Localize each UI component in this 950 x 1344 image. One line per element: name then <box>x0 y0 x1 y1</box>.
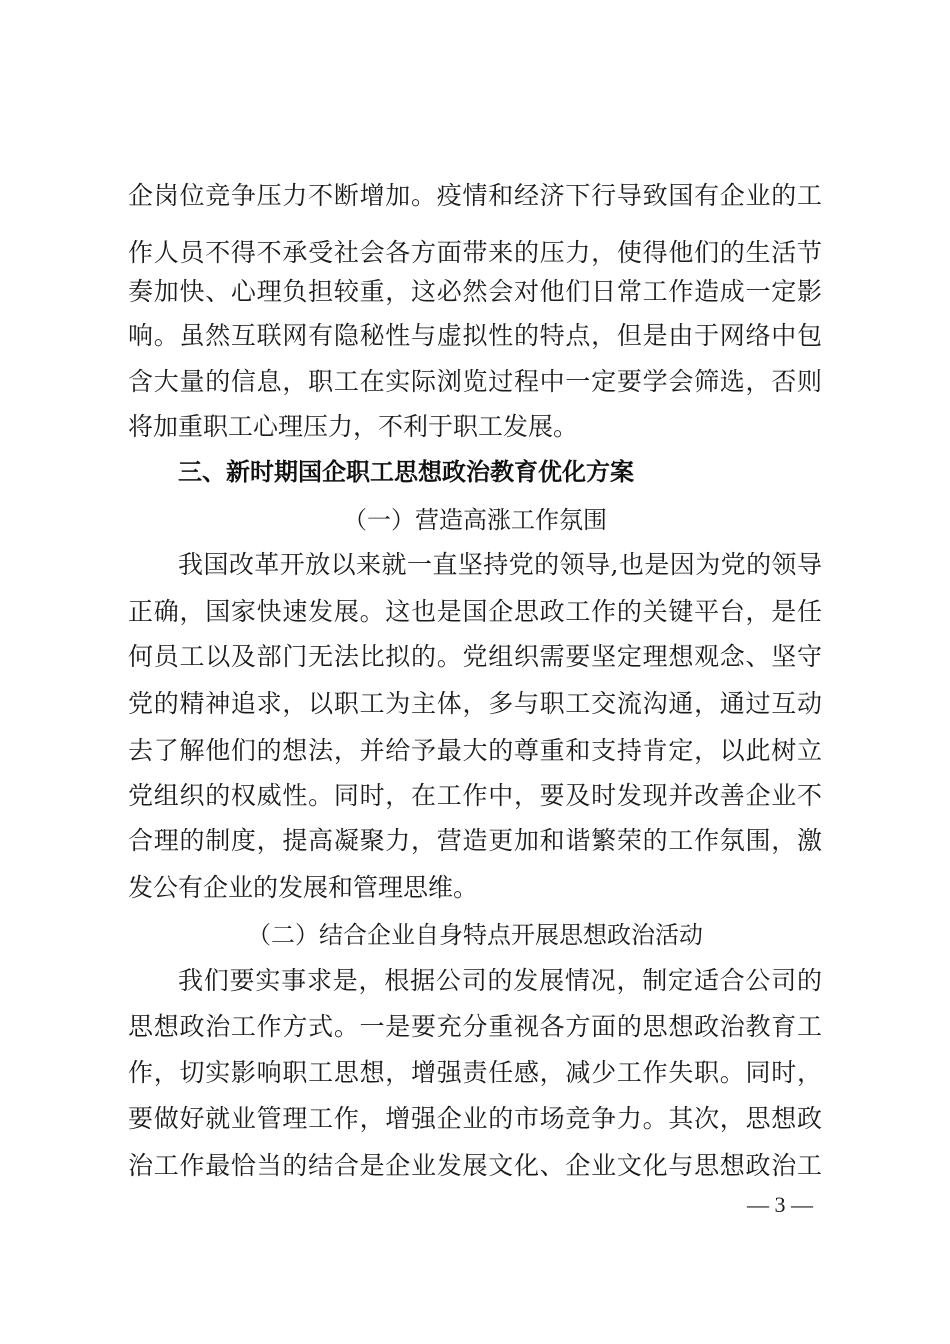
body-text-line: 企岗位竞争压力不断增加。疫情和经济下行导致国有企业的工 <box>128 181 822 210</box>
body-text-line: 去了解他们的想法，并给予最大的尊重和支持肯定，以此树立 <box>128 736 822 765</box>
section-heading: 三、新时期国企职工思想政治教育优化方案 <box>178 458 634 486</box>
body-text-line: 思想政治工作方式。一是要充分重视各方面的思想政治教育工 <box>128 1012 822 1041</box>
page-number: — 3 — <box>747 1192 813 1217</box>
body-text-line: 要做好就业管理工作，增强企业的市场竞争力。其次，思想政 <box>128 1104 822 1133</box>
body-text-line: 作，切实影响职工思想，增强责任感，减少工作失职。同时， <box>128 1058 822 1087</box>
body-text-line: 党组织的权威性。同时，在工作中，要及时发现并改善企业不 <box>128 781 822 810</box>
subsection-title: （一）营造高涨工作氛围 <box>343 506 607 534</box>
body-text-line: 我国改革开放以来就一直坚持党的领导,也是因为党的领导 <box>178 550 822 579</box>
body-text-line: 何员工以及部门无法比拟的。党组织需要坚定理想观念、坚守 <box>128 642 822 671</box>
body-text-line: 含大量的信息，职工在实际浏览过程中一定要学会筛选，否则 <box>128 367 822 396</box>
body-text-line: 合理的制度，提高凝聚力，营造更加和谐繁荣的工作氛围，激 <box>128 826 822 855</box>
body-text-line: 作人员不得不承受社会各方面带来的压力，使得他们的生活节 <box>128 238 822 267</box>
body-text-line: 党的精神追求，以职工为主体，多与职工交流沟通，通过互动 <box>128 689 822 718</box>
body-text-line: 正确，国家快速发展。这也是国企思政工作的关键平台，是任 <box>128 597 822 626</box>
body-text-line: 将加重职工心理压力，不利于职工发展。 <box>128 412 579 441</box>
body-text-line: 响。虽然互联网有隐秘性与虚拟性的特点，但是由于网络中包 <box>128 321 822 350</box>
body-text-line: 我们要实事求是，根据公司的发展情况，制定适合公司的 <box>178 966 822 995</box>
subsection-title: （二）结合企业自身特点开展思想政治活动 <box>247 921 703 949</box>
body-text-line: 治工作最恰当的结合是企业发展文化、企业文化与思想政治工 <box>128 1151 822 1180</box>
body-text-line: 发公有企业的发展和管理思维。 <box>128 873 479 902</box>
body-text-line: 奏加快、心理负担较重，这必然会对他们日常工作造成一定影 <box>128 277 822 306</box>
